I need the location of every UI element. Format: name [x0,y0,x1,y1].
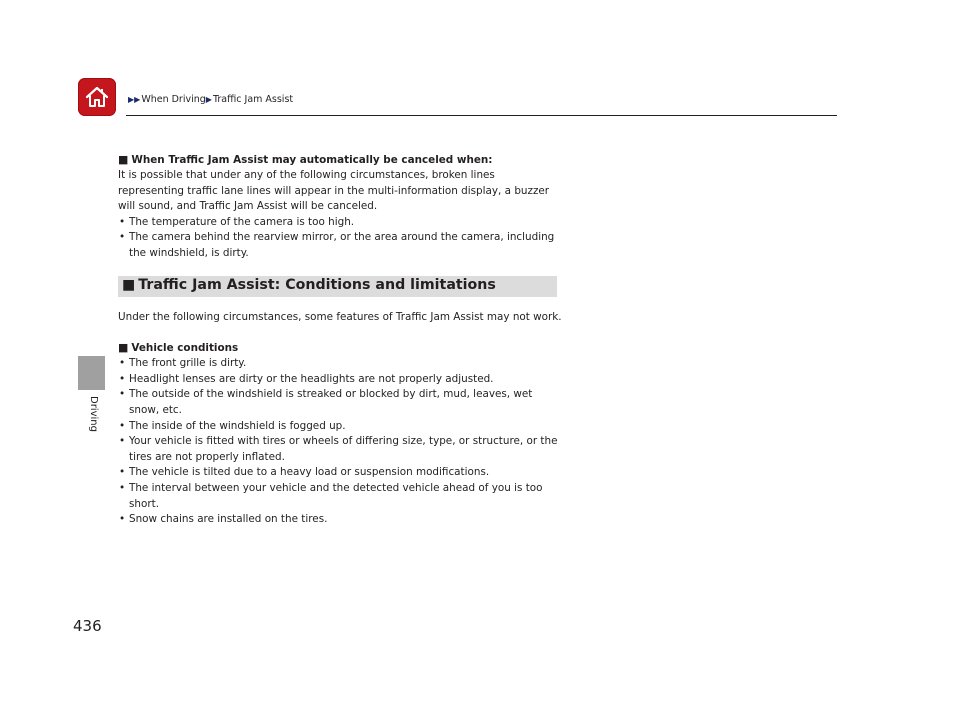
header-divider [126,115,837,116]
section-title: Traffic Jam Assist: Conditions and limitations [138,277,496,294]
list-item: • Headlight lenses are dirty or the headlights are not properly adjusted. [118,372,563,388]
list-item: • The temperature of the camera is too high. [118,215,563,231]
breadcrumb-item-traffic-jam-assist[interactable]: Traffic Jam Assist [212,94,294,105]
square-bullet-icon: ■ [118,341,129,355]
list-item: • The interval between your vehicle and the detected vehicle ahead of you is too short. [118,481,563,512]
square-bullet-icon: ■ [122,277,136,294]
square-bullet-icon: ■ [118,153,129,166]
page-number: 436 [73,617,102,635]
breadcrumb [128,94,293,105]
list-item: • The inside of the windshield is fogged up. [118,419,563,435]
main-content [118,152,563,528]
list-item: • The vehicle is tilted due to a heavy load or suspension modifications. [118,465,563,481]
section-intro: Under the following circumstances, some features of Traffic Jam Assist may not work. [118,310,562,323]
list-item: • Your vehicle is fitted with tires or wheels of differing size, type, or structure, or the tires are not properly inflated. [118,434,563,465]
list-item: • Snow chains are installed on the tires. [118,512,563,528]
home-button[interactable] [78,78,116,116]
canceled-list [118,215,563,262]
home-icon [83,83,111,111]
breadcrumb-item-when-driving[interactable]: When Driving [141,94,206,105]
vehicle-list [118,356,563,528]
canceled-heading: ■ When Traffic Jam Assist may automatically be canceled when: [118,153,493,166]
breadcrumb-arrow-icon: ▶ [205,95,212,104]
sidebar-chapter-label: Driving [88,396,99,432]
list-item: • The outside of the windshield is streaked or blocked by dirt, mud, leaves, wet snow, etc. [118,387,563,418]
section-heading-bar [118,276,557,297]
sidebar-chapter-tab[interactable] [78,356,105,390]
canceled-intro: It is possible that under any of the following circumstances, broken lines representing traffic lane lines will appear in the multi-information display, a buzzer will sound, and Traffic Jam Assist will be canceled. [118,169,550,213]
list-item: • The camera behind the rearview mirror, or the area around the camera, including the windshield, is dirty. [118,230,563,261]
list-item: • The front grille is dirty. [118,356,563,372]
breadcrumb-arrow-icon: ▶▶ [128,95,141,104]
vehicle-heading: ■ Vehicle conditions [118,341,239,355]
